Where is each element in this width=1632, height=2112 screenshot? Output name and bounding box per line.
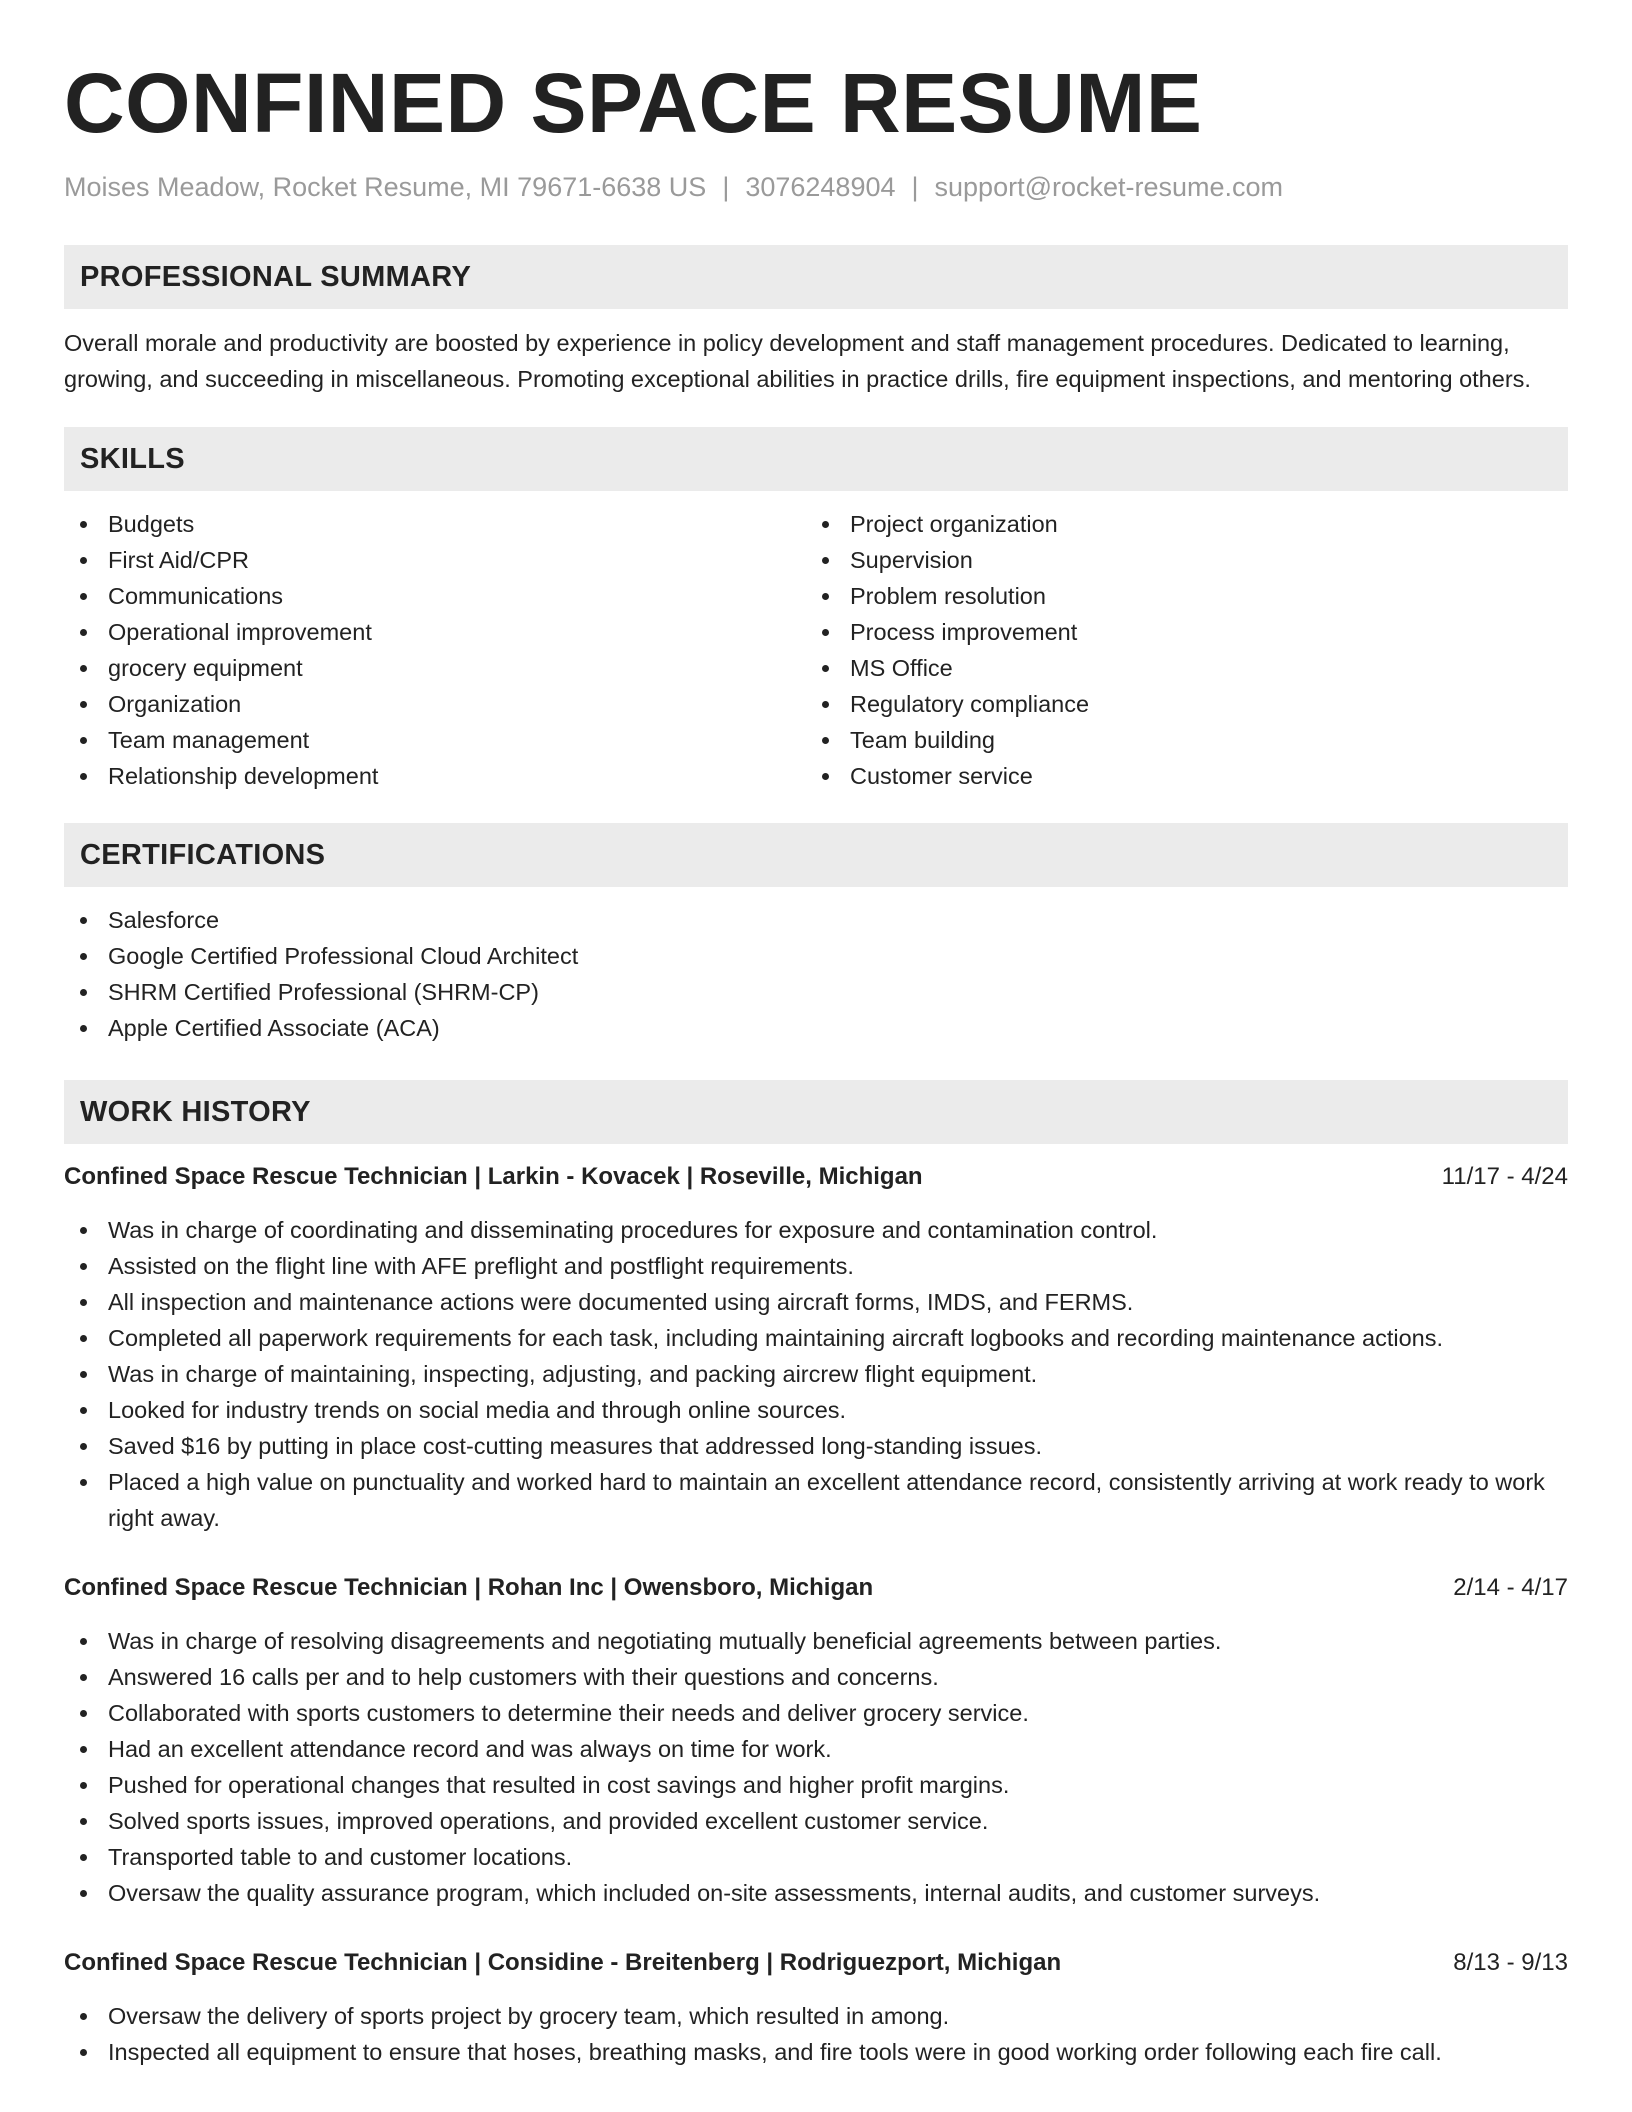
skill-item: Process improvement bbox=[806, 614, 1548, 650]
job-bullet: Oversaw the delivery of sports project by grocery team, which resulted in among. bbox=[64, 1998, 1568, 2034]
skill-item: Problem resolution bbox=[806, 578, 1548, 614]
skill-item: Communications bbox=[64, 578, 806, 614]
skills-column-right bbox=[806, 506, 1548, 794]
job-bullet-list bbox=[64, 1623, 1568, 1911]
job-bullet: Pushed for operational changes that resulted in cost savings and higher profit margins. bbox=[64, 1767, 1568, 1803]
work-history-section-header bbox=[64, 1080, 1568, 1144]
job-bullet: Transported table to and customer locations. bbox=[64, 1839, 1568, 1875]
job-entry bbox=[64, 1570, 1568, 1911]
resume-title: CONFINED SPACE RESUME bbox=[64, 56, 1203, 150]
contact-address: Moises Meadow, Rocket Resume, MI 79671-6638 US bbox=[64, 172, 707, 202]
job-header bbox=[64, 1570, 1568, 1606]
skills-list-right bbox=[806, 506, 1548, 794]
job-bullet: Saved $16 by putting in place cost-cutting measures that addressed long-standing issues. bbox=[64, 1428, 1568, 1464]
job-bullet: Completed all paperwork requirements for each task, including maintaining aircraft logbooks and recording maintenance actions. bbox=[64, 1320, 1568, 1356]
skills-grid bbox=[64, 506, 1568, 794]
skills-column-left bbox=[64, 506, 806, 794]
skill-item: Organization bbox=[64, 686, 806, 722]
job-header bbox=[64, 1945, 1568, 1981]
skill-item: MS Office bbox=[806, 650, 1548, 686]
contact-phone: 3076248904 bbox=[745, 172, 896, 202]
job-entry bbox=[64, 1159, 1568, 1536]
job-bullet: Collaborated with sports customers to determine their needs and deliver grocery service. bbox=[64, 1695, 1568, 1731]
job-bullet-list bbox=[64, 1212, 1568, 1536]
skill-item: First Aid/CPR bbox=[64, 542, 806, 578]
job-bullet: Answered 16 calls per and to help customers with their questions and concerns. bbox=[64, 1659, 1568, 1695]
job-bullet: Was in charge of coordinating and disseminating procedures for exposure and contamination control. bbox=[64, 1212, 1568, 1248]
job-dates: 2/14 - 4/17 bbox=[1453, 1574, 1568, 1601]
job-bullet: Placed a high value on punctuality and worked hard to maintain an excellent attendance record, consistently arriving at work ready to work right away. bbox=[64, 1464, 1568, 1536]
job-entry bbox=[64, 1945, 1568, 2070]
job-bullet: Was in charge of resolving disagreements and negotiating mutually beneficial agreements between parties. bbox=[64, 1623, 1568, 1659]
skill-item: Operational improvement bbox=[64, 614, 806, 650]
contact-separator: | bbox=[911, 172, 919, 202]
job-title: Confined Space Rescue Technician | Considine - Breitenberg | Rodriguezport, Michigan bbox=[64, 1949, 1062, 1976]
job-header bbox=[64, 1159, 1568, 1195]
job-bullet: Solved sports issues, improved operations, and provided excellent customer service. bbox=[64, 1803, 1568, 1839]
job-bullet: Looked for industry trends on social media and through online sources. bbox=[64, 1392, 1568, 1428]
skill-item: Supervision bbox=[806, 542, 1548, 578]
skill-item: Team building bbox=[806, 722, 1548, 758]
skill-item: Team management bbox=[64, 722, 806, 758]
certification-item: Apple Certified Associate (ACA) bbox=[64, 1010, 1568, 1046]
skills-section-header bbox=[64, 427, 1568, 491]
certification-item: Google Certified Professional Cloud Architect bbox=[64, 938, 1568, 974]
contact-separator: | bbox=[722, 172, 730, 202]
skill-item: Relationship development bbox=[64, 758, 806, 794]
certifications-section-header bbox=[64, 823, 1568, 887]
job-title: Confined Space Rescue Technician | Larkin - Kovacek | Roseville, Michigan bbox=[64, 1163, 923, 1190]
job-bullet: Oversaw the quality assurance program, which included on-site assessments, internal audits, and customer surveys. bbox=[64, 1875, 1568, 1911]
job-title: Confined Space Rescue Technician | Rohan Inc | Owensboro, Michigan bbox=[64, 1574, 874, 1601]
job-dates: 11/17 - 4/24 bbox=[1441, 1163, 1568, 1190]
contact-line bbox=[64, 170, 1568, 204]
skills-heading: SKILLS bbox=[80, 442, 185, 475]
skill-item: grocery equipment bbox=[64, 650, 806, 686]
certification-item: Salesforce bbox=[64, 902, 1568, 938]
summary-text: Overall morale and productivity are boosted by experience in policy development and staff management procedures. Dedicated to learning, growing, and succeeding in miscellaneous. Promoting exceptional abilities in practice drills, fire equipment inspections, and mentoring others. bbox=[64, 330, 1531, 392]
skill-item: Project organization bbox=[806, 506, 1548, 542]
job-bullet: Had an excellent attendance record and was always on time for work. bbox=[64, 1731, 1568, 1767]
job-bullet-list bbox=[64, 1998, 1568, 2070]
skill-item: Customer service bbox=[806, 758, 1548, 794]
job-bullet: Inspected all equipment to ensure that hoses, breathing masks, and fire tools were in good working order following each fire call. bbox=[64, 2034, 1568, 2070]
skill-item: Budgets bbox=[64, 506, 806, 542]
certifications-heading: CERTIFICATIONS bbox=[80, 838, 326, 871]
work-history-heading: WORK HISTORY bbox=[80, 1095, 311, 1128]
contact-email: support@rocket-resume.com bbox=[934, 172, 1284, 202]
resume-page bbox=[64, 0, 1568, 2070]
job-bullet: Was in charge of maintaining, inspecting, adjusting, and packing aircrew flight equipment. bbox=[64, 1356, 1568, 1392]
job-bullet: Assisted on the flight line with AFE preflight and postflight requirements. bbox=[64, 1248, 1568, 1284]
job-bullet: All inspection and maintenance actions were documented using aircraft forms, IMDS, and FERMS. bbox=[64, 1284, 1568, 1320]
certifications-list bbox=[64, 902, 1568, 1046]
skill-item: Regulatory compliance bbox=[806, 686, 1548, 722]
summary-section-header bbox=[64, 245, 1568, 309]
skills-list-left bbox=[64, 506, 806, 794]
certification-item: SHRM Certified Professional (SHRM-CP) bbox=[64, 974, 1568, 1010]
summary-heading: PROFESSIONAL SUMMARY bbox=[80, 260, 472, 293]
job-dates: 8/13 - 9/13 bbox=[1453, 1949, 1568, 1976]
